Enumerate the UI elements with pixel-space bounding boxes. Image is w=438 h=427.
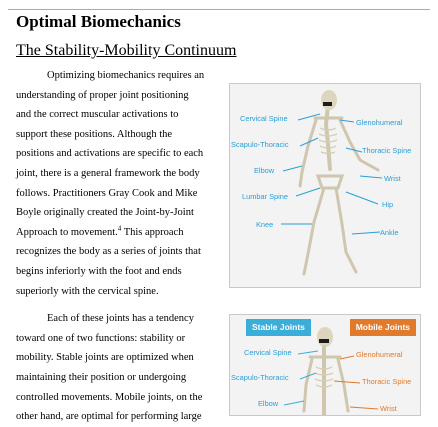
label-lumbar-spine: Lumbar Spine — [242, 192, 289, 201]
text-line: Optimizing biomechanics requires an — [47, 70, 205, 81]
text-line: understanding of proper joint positioning — [16, 89, 189, 101]
footnote-marker[interactable]: 4 — [117, 224, 122, 233]
text-line: Each of these joints has a tendency — [47, 313, 194, 325]
stable-joints-header: Stable Joints — [246, 319, 311, 336]
label-scapulo-thoracic: Scapulo-Thoracic — [231, 373, 289, 382]
page-title: Optimal Biomechanics — [16, 12, 181, 31]
mobile-joints-header: Mobile Joints — [350, 319, 416, 336]
section-heading: The Stability-Mobility Continuum — [16, 42, 237, 59]
label-glenohumeral: Glenohumeral — [356, 350, 403, 359]
text-line: Boyle originally created the Joint-by-Joint — [16, 207, 194, 219]
label-glenohumeral: Glenohumeral — [356, 118, 403, 127]
text-fragment: This approach — [121, 226, 184, 238]
label-thoracic-spine: Thoracic Spine — [362, 377, 412, 386]
text-line: and the correct muscular activations to — [16, 109, 179, 121]
text-line: begins inferiorly with the foot and ends — [16, 265, 182, 277]
body-text — [16, 66, 221, 427]
label-cervical-spine: Cervical Spine — [244, 348, 292, 357]
text-line: toward one of two functions: stability or — [16, 332, 186, 344]
text-line: follows. Practitioners Gray Cook and Mike — [16, 187, 198, 199]
text-line: controlled movements. Mobile joints, on the — [16, 391, 203, 403]
label-scapulo-thoracic: Scapulo-Thoracic — [231, 140, 289, 149]
skeleton-figure — [229, 83, 421, 288]
label-wrist: Wrist — [384, 174, 401, 183]
paragraph-gap — [16, 301, 221, 309]
label-cervical-spine: Cervical Spine — [240, 114, 288, 123]
label-hip: Hip — [382, 200, 394, 209]
text-line: positions and activations are specific to each — [16, 148, 204, 160]
label-ankle: Ankle — [380, 228, 399, 237]
label-knee: Knee — [256, 220, 274, 229]
text-line: joint, there is a general framework the body — [16, 167, 200, 179]
text-fragment: Approach to movement. — [16, 226, 118, 238]
text-line: mobility. Stable joints are optimized when — [16, 352, 194, 364]
label-wrist: Wrist — [380, 404, 397, 413]
text-line: recognizes the body as a series of joints that — [16, 246, 201, 258]
label-thoracic-spine: Thoracic Spine — [362, 146, 412, 155]
text-line: maintaining their position or undergoing — [16, 371, 187, 383]
text-line: superiorly with the cervical spine. — [16, 285, 159, 297]
header-rule — [8, 9, 430, 10]
text-line: other hand, are optimal for performing large — [16, 411, 202, 423]
stable-mobile-figure — [229, 314, 421, 416]
label-elbow: Elbow — [258, 399, 279, 408]
text-line: support these positions. Although the — [16, 128, 173, 140]
text-line-with-footnote — [16, 223, 221, 243]
label-elbow: Elbow — [254, 166, 275, 175]
